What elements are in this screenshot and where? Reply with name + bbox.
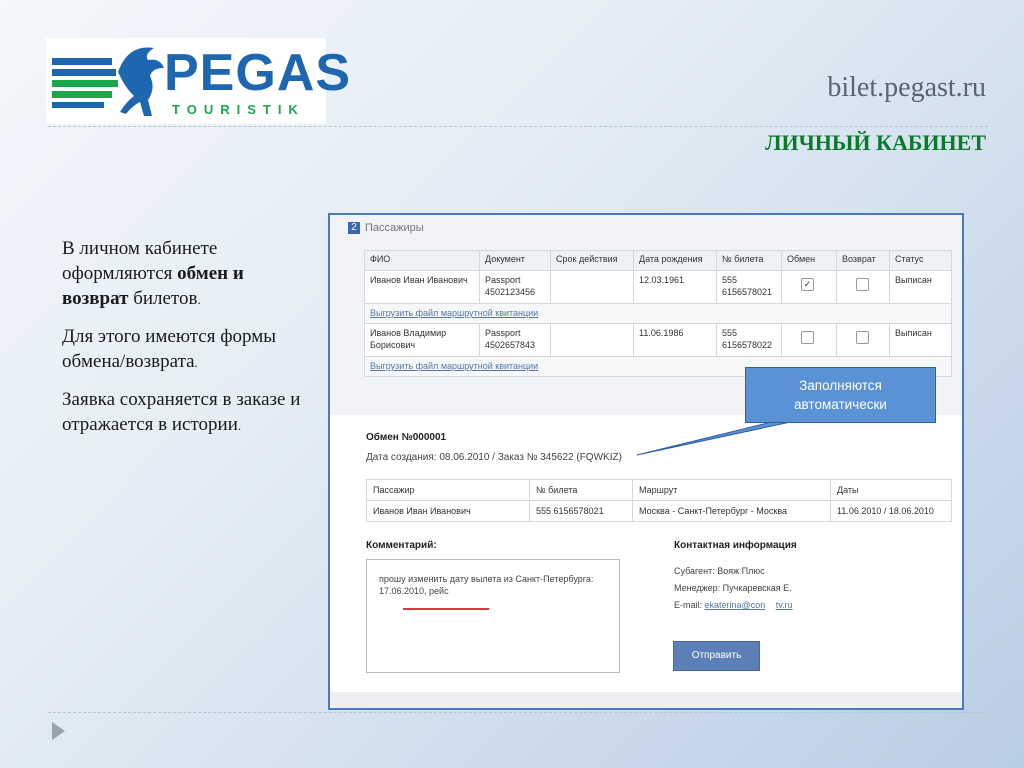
passengers-section-header — [348, 222, 424, 234]
comment-label: Комментарий: — [366, 540, 437, 551]
top-divider — [48, 126, 988, 127]
email-link-tail[interactable]: tv.ru — [775, 600, 793, 610]
paragraph-2: Для этого имеются формы обмена/возврата. — [62, 326, 277, 372]
exchange-meta: Дата создания: 08.06.2010 / Заказ № 345622 (FQWKIZ) — [366, 452, 622, 463]
table-header-row: ФИО Документ Срок действия Дата рождения № билета Обмен Возврат Статус — [365, 251, 952, 271]
download-receipt-link[interactable]: Выгрузить файл маршрутной квитанции — [365, 357, 952, 377]
contact-manager: Менеджер: Пучкаревская Е. — [674, 583, 792, 593]
pegas-logo — [46, 38, 352, 124]
exchange-title: Обмен №000001 — [366, 432, 447, 443]
contact-label: Контактная информация — [674, 540, 797, 551]
paragraph-1: В личном кабинете оформляются обмен и возврат билетов. — [62, 238, 244, 309]
send-button[interactable]: Отправить — [673, 641, 760, 671]
logo-subtitle: TOURISTIK — [172, 102, 305, 117]
bottom-divider — [48, 712, 988, 713]
section-number: 2 — [348, 222, 360, 234]
site-url: bilet.pegast.ru — [827, 72, 986, 103]
description-text — [62, 236, 312, 450]
cabinet-screenshot — [328, 213, 964, 710]
refund-checkbox[interactable] — [856, 331, 869, 344]
exchange-checkbox[interactable]: ✓ — [801, 278, 814, 291]
table-row: Иванов Иван Иванович Passport 4502123456 12.03.1961 555 6156578021 ✓ Выписан — [365, 271, 952, 304]
passengers-table — [364, 250, 952, 377]
auto-fill-callout: Заполняются автоматически — [745, 367, 936, 423]
download-receipt-link[interactable]: Выгрузить файл маршрутной квитанции — [365, 304, 952, 324]
exchange-checkbox[interactable] — [801, 331, 814, 344]
table-row: Иванов Иван Иванович 555 6156578021 Москва - Санкт-Петербург - Москва 11.06.2010 / 18.06.2010 — [367, 501, 952, 522]
exchange-table — [366, 479, 952, 522]
red-underline — [403, 608, 489, 610]
refund-checkbox[interactable] — [856, 278, 869, 291]
logo-word: PEGAS — [164, 44, 352, 102]
email-link[interactable]: ekaterina@con — [704, 600, 766, 610]
contact-email: E-mail: ekaterina@con tv.ru — [674, 600, 793, 610]
passengers-title: Пассажиры — [365, 222, 424, 234]
section-title: ЛИЧНЫЙ КАБИНЕТ — [765, 130, 986, 155]
play-icon[interactable] — [52, 722, 65, 740]
paragraph-3: Заявка сохраняется в заказе и отражается в истории. — [62, 389, 301, 435]
list-item — [365, 304, 952, 324]
comment-textarea[interactable]: прошу изменить дату вылета из Санкт-Петербурга: 17.06.2010, рейс — [366, 559, 620, 673]
table-header-row: Пассажир № билета Маршрут Даты — [367, 480, 952, 501]
screenshot-footer — [330, 692, 962, 708]
table-row: Иванов Владимир Борисович Passport 4502657843 11.06.1986 555 6156578022 Выписан — [365, 324, 952, 357]
contact-agent: Субагент: Вояж Плюс — [674, 566, 765, 576]
pegasus-icon — [108, 42, 166, 120]
